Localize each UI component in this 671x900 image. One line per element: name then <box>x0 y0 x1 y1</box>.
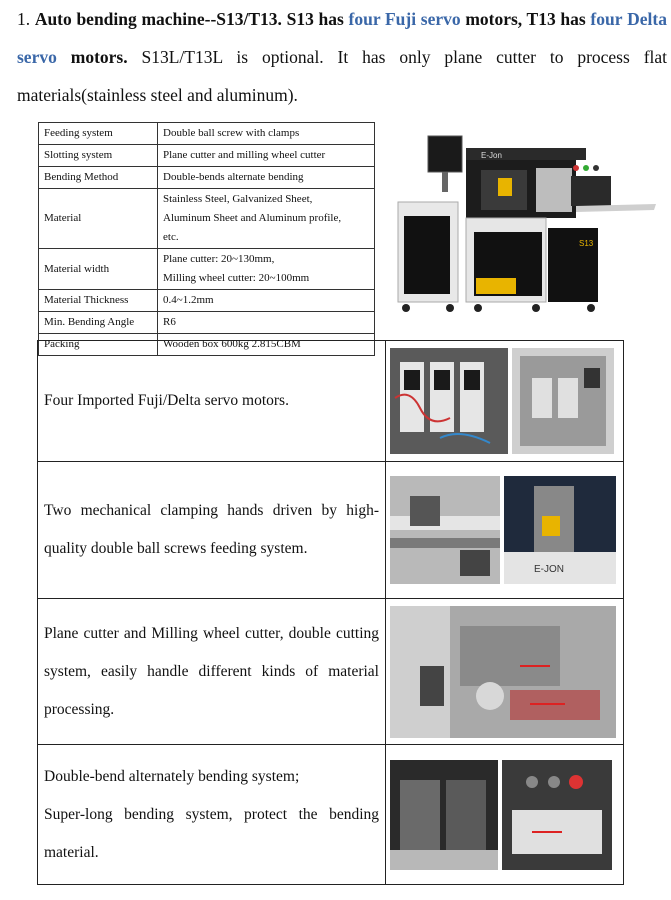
four-highlight: four <box>590 9 623 29</box>
feature-table <box>37 340 624 885</box>
spec-value-line: etc. <box>163 231 179 243</box>
bending-panel-photo <box>502 760 612 870</box>
spec-value-line: R6 <box>163 316 176 328</box>
item-number: 1. <box>17 9 31 29</box>
intro-paragraph <box>17 0 667 114</box>
brand-label: E-Jon <box>481 151 502 160</box>
fuji-servo-highlight: four Fuji servo <box>348 9 461 29</box>
servo-motors-photo <box>390 348 508 454</box>
spec-key: Packing <box>39 334 158 356</box>
feature-text: Two mechanical clamping hands driven by high-quality double ball screws feeding system. <box>38 462 386 599</box>
spec-key: Material Thickness <box>39 290 158 312</box>
servo-cabinet-photo <box>512 348 614 454</box>
servo-photos <box>386 341 624 462</box>
spec-row <box>39 123 375 145</box>
ball-screw-photo <box>390 476 500 584</box>
clamping-photos <box>386 462 624 599</box>
spec-key: Material width <box>39 249 158 290</box>
spec-key: Slotting system <box>39 145 158 167</box>
bending-photos <box>386 745 624 885</box>
intro-title: Auto bending machine--S13/T13. S13 has <box>34 9 344 29</box>
model-label: S13 <box>579 239 594 248</box>
spec-value-line: Stainless Steel, Galvanized Sheet, <box>163 193 313 205</box>
spec-row <box>39 189 375 249</box>
intro-optional: S13L/T13L is optional. It has only plane cutter to process flat materials(stainless steel and aluminum). <box>17 47 668 105</box>
spec-value <box>158 290 375 312</box>
feature-text: Four Imported Fuji/Delta servo motors. <box>38 341 386 462</box>
spec-value <box>158 189 375 249</box>
spec-value-line: Double-bends alternate bending <box>163 171 304 183</box>
spec-value <box>158 249 375 290</box>
spec-value <box>158 312 375 334</box>
spec-value-line: 0.4~1.2mm <box>163 294 214 306</box>
spec-value <box>158 167 375 189</box>
spec-row <box>39 249 375 290</box>
spec-value-line: Double ball screw with clamps <box>163 127 300 139</box>
spec-key: Min. Bending Angle <box>39 312 158 334</box>
spec-row <box>39 145 375 167</box>
cutter-photos <box>386 599 624 745</box>
bending-block-photo <box>390 760 498 870</box>
feature-row-servo <box>38 341 624 462</box>
spec-value <box>158 145 375 167</box>
spec-value-line: Plane cutter: 20~130mm, <box>163 253 275 265</box>
intro-motors: motors. <box>70 47 128 67</box>
machine-illustration <box>386 128 661 320</box>
feature-text: Double-bend alternately bending system; Super-long bending system, protect the bending material. <box>38 745 386 885</box>
spec-row <box>39 167 375 189</box>
spec-value <box>158 123 375 145</box>
spec-key: Material <box>39 189 158 249</box>
spec-row <box>39 290 375 312</box>
spec-value-line: Plane cutter and milling wheel cutter <box>163 149 326 161</box>
ejon-label: E-JON <box>534 564 564 575</box>
cutter-system-photo <box>390 606 616 738</box>
spec-key: Feeding system <box>39 123 158 145</box>
feature-row-cutter <box>38 599 624 745</box>
feature-row-clamping <box>38 462 624 599</box>
spec-value-line: Aluminum Sheet and Aluminum profile, <box>163 212 342 224</box>
spec-key: Bending Method <box>39 167 158 189</box>
delta-servo-highlight: Delta servo <box>17 9 668 67</box>
intro-motors-t13: motors, T13 has <box>465 9 586 29</box>
spec-value-line: Wooden box 600kg 2.815CBM <box>163 338 301 350</box>
feature-row-bending <box>38 745 624 885</box>
clamp-hand-photo <box>504 476 616 584</box>
spec-row <box>39 312 375 334</box>
feature-text: Plane cutter and Milling wheel cutter, double cutting system, easily handle different kinds of material processing. <box>38 599 386 745</box>
spec-table <box>38 122 375 356</box>
spec-value-line: Milling wheel cutter: 20~100mm <box>163 272 310 284</box>
